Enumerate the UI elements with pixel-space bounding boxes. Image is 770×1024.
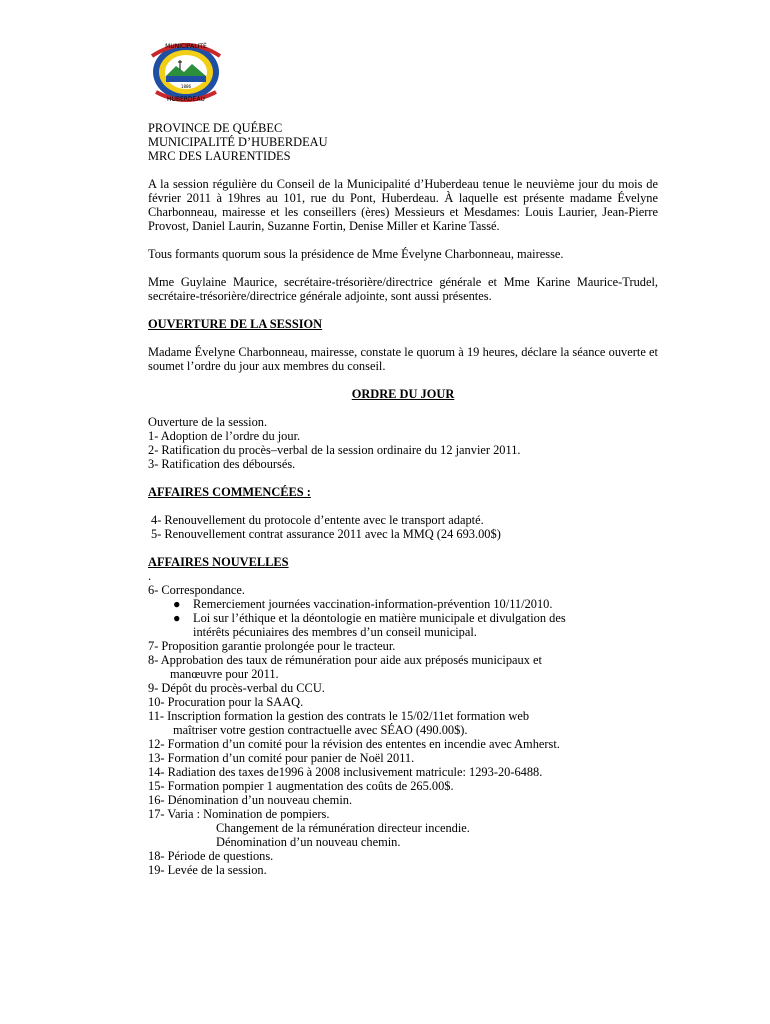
- agenda-item: 3- Ratification des déboursés.: [148, 457, 296, 471]
- stray-dot: .: [148, 569, 152, 583]
- document-header: [148, 121, 658, 163]
- agenda-item: Ouverture de la session.: [148, 415, 268, 429]
- logo-water: [166, 76, 206, 82]
- list-item: 19- Levée de la session.: [148, 863, 267, 877]
- quorum-paragraph: Tous formants quorum sous la présidence de Mme Évelyne Charbonneau, mairesse.: [148, 247, 564, 261]
- list-item: 7- Proposition garantie prolongée pour le tracteur.: [148, 639, 396, 653]
- new-business-heading: AFFAIRES NOUVELLES: [148, 555, 289, 569]
- new-business-list: [148, 569, 658, 877]
- bullet-icon: ●: [173, 597, 181, 611]
- list-item-continuation: manœuvre pour 2011.: [170, 667, 279, 681]
- varia-subitem: Changement de la rémunération directeur incendie.: [216, 821, 470, 835]
- logo-year: 1886: [180, 84, 192, 89]
- ongoing-list: [148, 513, 658, 541]
- ongoing-heading: AFFAIRES COMMENCÉES :: [148, 485, 311, 499]
- list-item: 9- Dépôt du procès-verbal du CCU.: [148, 681, 325, 695]
- document-body: [148, 121, 658, 877]
- ongoing-item: 4- Renouvellement du protocole d’entente avec le transport adapté.: [151, 513, 484, 527]
- list-item: 14- Radiation des taxes de1996 à 2008 inclusivement matricule: 1293-20-6488.: [148, 765, 543, 779]
- ongoing-item: 5- Renouvellement contrat assurance 2011 avec la MMQ (24 693.00$): [151, 527, 501, 541]
- opening-heading: OUVERTURE DE LA SESSION: [148, 317, 323, 331]
- list-item: 8- Approbation des taux de rémunération pour aide aux préposés municipaux et: [148, 653, 542, 667]
- list-item: 10- Procuration pour la SAAQ.: [148, 695, 304, 709]
- logo-bottom-text: HUBERDEAU: [167, 96, 205, 103]
- list-item: 12- Formation d’un comité pour la révision des ententes en incendie avec Amherst.: [148, 737, 560, 751]
- header-province: PROVINCE DE QUÉBEC: [148, 121, 283, 135]
- list-item: 16- Dénomination d’un nouveau chemin.: [148, 793, 353, 807]
- municipality-logo: [146, 36, 226, 104]
- list-item: 11- Inscription formation la gestion des contrats le 15/02/11et formation web: [148, 709, 530, 723]
- bullet-continuation: intérêts pécuniaires des membres d’un conseil municipal.: [193, 625, 477, 639]
- list-item: 17- Varia : Nomination de pompiers.: [148, 807, 330, 821]
- list-item-continuation: maîtriser votre gestion contractuelle avec SÉAO (490.00$).: [173, 723, 468, 737]
- varia-subitem: Dénomination d’un nouveau chemin.: [216, 835, 401, 849]
- bullet-text: Loi sur l’éthique et la déontologie en matière municipale et divulgation des: [193, 611, 566, 625]
- intro-paragraph: A la session régulière du Conseil de la Municipalité d’Huberdeau tenue le neuvième jour du mois de février 2011 à 19hres au 101, rue du Pont, Huberdeau. À laquelle est présente madame Évelyne Charbonneau, mairesse et les conseillers (ères) Messieurs et Mesdames: Louis Laurier, Jean-Pierre Provost, Daniel Laurin, Suzanne Fortin, Denise Miller et Karine Tassé.: [148, 177, 658, 233]
- agenda-list: [148, 415, 658, 471]
- agenda-item: 2- Ratification du procès–verbal de la session ordinaire du 12 janvier 2011.: [148, 443, 521, 457]
- list-item: 13- Formation d’un comité pour panier de Noël 2011.: [148, 751, 415, 765]
- present-paragraph: Mme Guylaine Maurice, secrétaire-trésorière/directrice générale et Mme Karine Maurice-Trudel, secrétaire-trésorière/directrice générale adjointe, sont aussi présentes.: [148, 275, 658, 303]
- header-municipality: MUNICIPALITÉ D’HUBERDEAU: [148, 135, 328, 149]
- bullet-item: [148, 611, 658, 625]
- opening-paragraph: Madame Évelyne Charbonneau, mairesse, constate le quorum à 19 heures, déclare la séance ouverte et soumet l’ordre du jour aux membres du conseil.: [148, 345, 658, 373]
- bullet-item: [148, 597, 658, 611]
- bullet-text: Remerciement journées vaccination-information-prévention 10/11/2010.: [193, 597, 553, 611]
- header-mrc: MRC DES LAURENTIDES: [148, 149, 291, 163]
- agenda-heading: ORDRE DU JOUR: [351, 387, 455, 401]
- bullet-icon: ●: [173, 611, 181, 625]
- list-item: 15- Formation pompier 1 augmentation des coûts de 265.00$.: [148, 779, 454, 793]
- list-item: 18- Période de questions.: [148, 849, 274, 863]
- list-item: 6- Correspondance.: [148, 583, 246, 597]
- agenda-item: 1- Adoption de l’ordre du jour.: [148, 429, 301, 443]
- logo-top-text: MUNICIPALITÉ: [165, 43, 207, 50]
